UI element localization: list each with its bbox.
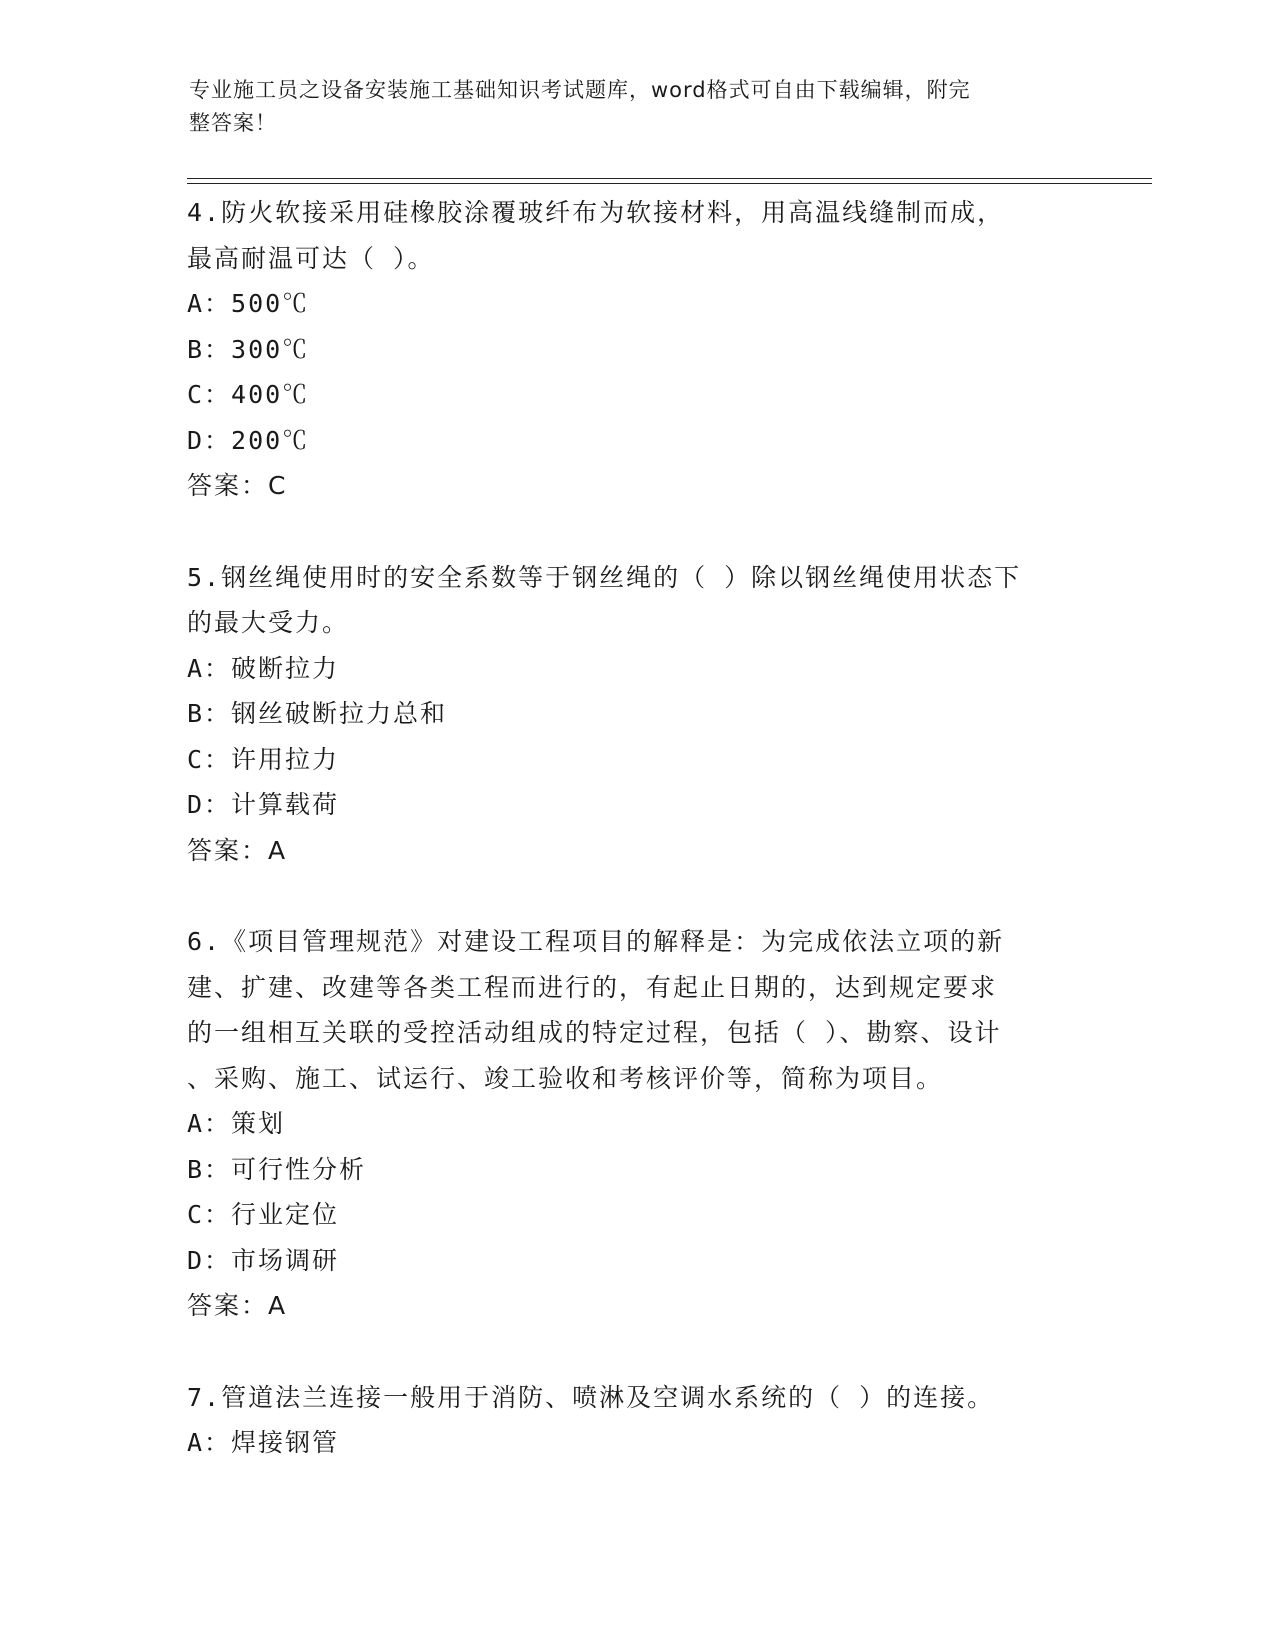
question-stem-line: 4.防火软接采用硅橡胶涂覆玻纤布为软接材料，用高温线缝制而成，: [187, 198, 1005, 227]
question-stem-line: 最高耐温可达（ ）。: [187, 243, 435, 273]
option-a: A：策划: [187, 1109, 286, 1138]
option-d: D：计算载荷: [187, 790, 340, 819]
question-6: [187, 919, 1087, 1329]
question-stem: [187, 555, 1087, 646]
option-d: D：市场调研: [187, 1245, 340, 1275]
question-stem-line: 建、扩建、改建等各类工程而进行的，有起止日期的，达到规定要求: [187, 972, 998, 1002]
option-list: [187, 1101, 1087, 1283]
option-c: C：许用拉力: [187, 744, 340, 774]
answer-text: 答案：A: [187, 835, 288, 865]
header-rule-top: [187, 178, 1152, 179]
option-c: C：400℃: [187, 380, 310, 409]
option-a: A：焊接钢管: [187, 1428, 340, 1457]
question-5: [187, 555, 1087, 874]
question-stem-line: 的一组相互关联的受控活动组成的特定过程，包括（ ）、勘察、设计: [187, 1018, 1002, 1047]
option-list: [187, 1420, 1087, 1466]
option-a: A：破断拉力: [187, 653, 340, 683]
option-b: B：可行性分析: [187, 1154, 367, 1184]
header-rule-bottom: [187, 183, 1152, 184]
question-stem-line: 的最大受力。: [187, 608, 350, 637]
option-list: [187, 281, 1087, 463]
option-a: A：500℃: [187, 289, 310, 318]
question-stem-line: 5.钢丝绳使用时的安全系数等于钢丝绳的（ ）除以钢丝绳使用状态下: [187, 562, 1022, 592]
option-b: B：300℃: [187, 334, 310, 364]
question-4: [187, 190, 1087, 509]
option-list: [187, 646, 1087, 828]
question-list: [187, 190, 1087, 1512]
question-stem-line: 7.管道法兰连接一般用于消防、喷淋及空调水系统的（ ）的连接。: [187, 1382, 995, 1412]
option-b: B：钢丝破断拉力总和: [187, 699, 448, 728]
answer-text: 答案：A: [187, 1291, 288, 1320]
question-stem-line: 、采购、施工、试运行、竣工验收和考核评价等，简称为项目。: [187, 1063, 944, 1093]
question-stem: [187, 919, 1087, 1101]
option-d: D：200℃: [187, 425, 310, 455]
header-line-2: 整答案！: [189, 111, 277, 135]
question-stem: [187, 1375, 1087, 1421]
question-7: [187, 1375, 1087, 1466]
answer-text: 答案：C: [187, 471, 288, 500]
question-stem: [187, 190, 1087, 281]
question-stem-line: 6.《项目管理规范》对建设工程项目的解释是：为完成依法立项的新: [187, 927, 1005, 956]
header-line-1: 专业施工员之设备安装施工基础知识考试题库，word格式可自由下载编辑，附完: [189, 78, 971, 102]
document-header: [189, 74, 1089, 140]
option-c: C：行业定位: [187, 1200, 340, 1229]
